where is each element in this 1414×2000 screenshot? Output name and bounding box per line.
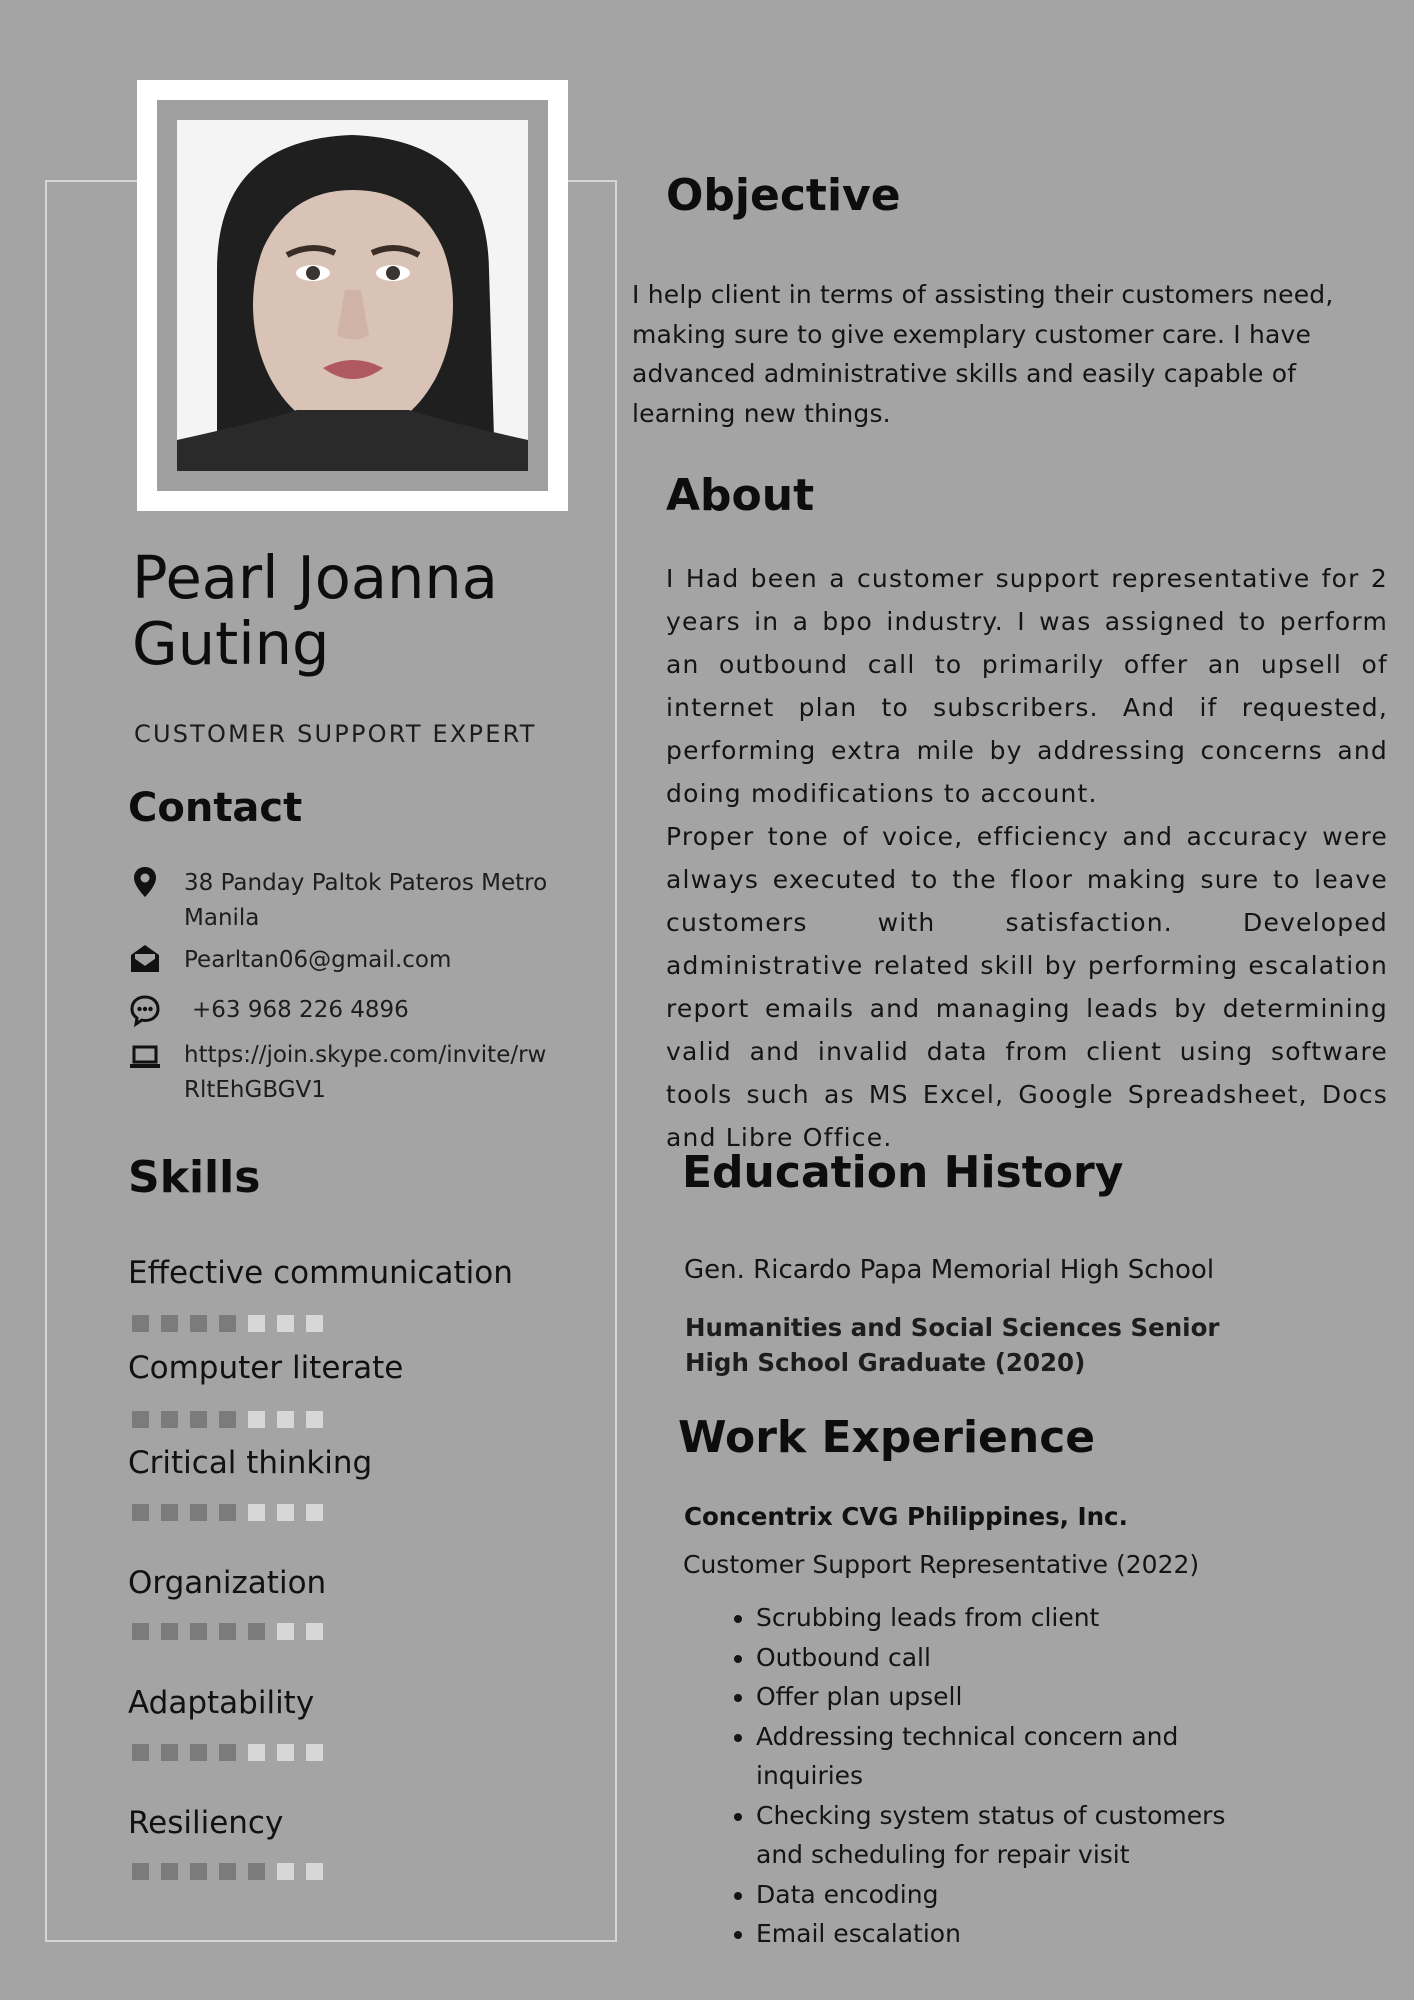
skill-level-filled (190, 1623, 207, 1640)
skill-level-empty (277, 1744, 294, 1761)
about-paragraph-1: I Had been a customer support representative for 2 years in a bpo industry. I was assigned to perform an outbound call to primarily offer an upsell of internet plan to subscribers. And if requested, performing extra mile by addressing concerns and doing modifications to account. (666, 564, 1388, 808)
skill-level-filled (219, 1315, 236, 1332)
skill-name: Organization (128, 1565, 327, 1601)
laptop-icon (128, 1040, 162, 1074)
skill-level-filled (132, 1744, 149, 1761)
contact-heading: Contact (128, 785, 303, 831)
skill-level-filled (132, 1411, 149, 1428)
list-item: • Offer plan upsell (756, 1677, 1276, 1717)
list-item: • Data encoding (756, 1875, 1276, 1915)
list-item: • Outbound call (756, 1638, 1276, 1678)
skill-level-empty (306, 1504, 323, 1521)
education-heading: Education History (682, 1147, 1124, 1198)
skill-level-filled (132, 1863, 149, 1880)
skill-level-filled (132, 1623, 149, 1640)
skill-level-empty (248, 1504, 265, 1521)
skill-level-empty (277, 1315, 294, 1332)
skill-level-filled (161, 1315, 178, 1332)
skill-level-empty (277, 1411, 294, 1428)
list-item: • Scrubbing leads from client (756, 1598, 1276, 1638)
skill-level-empty (248, 1411, 265, 1428)
work-role: Customer Support Representative (2022) (683, 1550, 1200, 1579)
skill-level-filled (190, 1315, 207, 1332)
skill-level-filled (219, 1863, 236, 1880)
list-item: • Checking system status of customers and scheduling for repair visit (756, 1796, 1276, 1875)
skill-level-filled (161, 1411, 178, 1428)
skill-level-filled (248, 1863, 265, 1880)
candidate-name (132, 545, 602, 677)
education-degree: Humanities and Social Sciences Senior High School Graduate (2020) (685, 1313, 1220, 1377)
skill-name: Adaptability (128, 1685, 315, 1721)
skills-heading: Skills (128, 1152, 261, 1203)
skill-level-filled (161, 1504, 178, 1521)
skill-level-empty (277, 1623, 294, 1640)
skype-line-2[interactable]: RltEhGBGV1 (184, 1077, 326, 1103)
skill-level-filled (132, 1504, 149, 1521)
skill-level-filled (219, 1623, 236, 1640)
skill-level-empty (306, 1863, 323, 1880)
name-line-2: Guting (132, 609, 330, 678)
skill-level-empty (306, 1315, 323, 1332)
skill-rating (132, 1744, 323, 1761)
skill-rating (132, 1504, 323, 1521)
skill-level-filled (132, 1315, 149, 1332)
skill-level-empty (248, 1744, 265, 1761)
list-item: • Addressing technical concern and inquiries (756, 1717, 1276, 1796)
list-item: • Email escalation (756, 1914, 1276, 1954)
envelope-icon (128, 942, 162, 976)
skill-level-empty (277, 1863, 294, 1880)
skill-rating (132, 1623, 323, 1640)
skill-name: Effective communication (128, 1255, 513, 1291)
contact-phone[interactable]: +63 968 226 4896 (192, 997, 409, 1023)
skill-level-empty (306, 1623, 323, 1640)
work-heading: Work Experience (678, 1412, 1096, 1463)
skill-level-filled (190, 1863, 207, 1880)
skill-level-filled (161, 1863, 178, 1880)
skill-rating (132, 1315, 323, 1332)
skill-level-filled (219, 1744, 236, 1761)
skill-level-empty (306, 1411, 323, 1428)
skill-level-filled (161, 1623, 178, 1640)
skill-level-empty (277, 1504, 294, 1521)
work-company: Concentrix CVG Philippines, Inc. (684, 1502, 1128, 1531)
name-line-1: Pearl Joanna (132, 543, 498, 612)
skill-level-filled (219, 1504, 236, 1521)
skill-name: Resiliency (128, 1805, 284, 1841)
contact-address: 38 Panday Paltok Pateros Metro Manila (184, 870, 548, 931)
skype-line-1[interactable]: https://join.skype.com/invite/rw (184, 1042, 547, 1068)
skill-level-empty (306, 1744, 323, 1761)
skill-level-filled (190, 1411, 207, 1428)
location-pin-icon (128, 865, 162, 899)
job-title: CUSTOMER SUPPORT EXPERT (134, 720, 537, 748)
skill-name: Computer literate (128, 1350, 404, 1386)
photo-frame-inner (157, 100, 548, 491)
skill-name: Critical thinking (128, 1445, 373, 1481)
skill-rating (132, 1411, 323, 1428)
skill-level-filled (248, 1623, 265, 1640)
skill-level-filled (161, 1744, 178, 1761)
objective-text: I help client in terms of assisting their customers need, making sure to give exemplary customer care. I have advanced administrative skills and easily capable of learning new things. (632, 280, 1334, 428)
chat-bubble-icon (128, 993, 162, 1027)
objective-heading: Objective (666, 170, 901, 221)
work-duties-list (726, 1598, 1276, 1954)
contact-skype[interactable] (184, 1038, 564, 1108)
contact-email[interactable]: Pearltan06@gmail.com (184, 947, 452, 973)
education-school: Gen. Ricardo Papa Memorial High School (684, 1255, 1215, 1285)
skill-level-filled (190, 1504, 207, 1521)
about-paragraph-2: Proper tone of voice, efficiency and accuracy were always executed to the floor making sure to leave customers with satisfaction. Developed administrative related skill by performing escalation report emails and managing leads by determining valid and invalid data from client using software tools such as MS Excel, Google Spreadsheet, Docs and Libre Office. (666, 822, 1388, 1152)
about-heading: About (666, 470, 815, 521)
skill-level-filled (190, 1744, 207, 1761)
skill-rating (132, 1863, 323, 1880)
skill-level-filled (219, 1411, 236, 1428)
skill-level-empty (248, 1315, 265, 1332)
about-text (666, 557, 1388, 1159)
